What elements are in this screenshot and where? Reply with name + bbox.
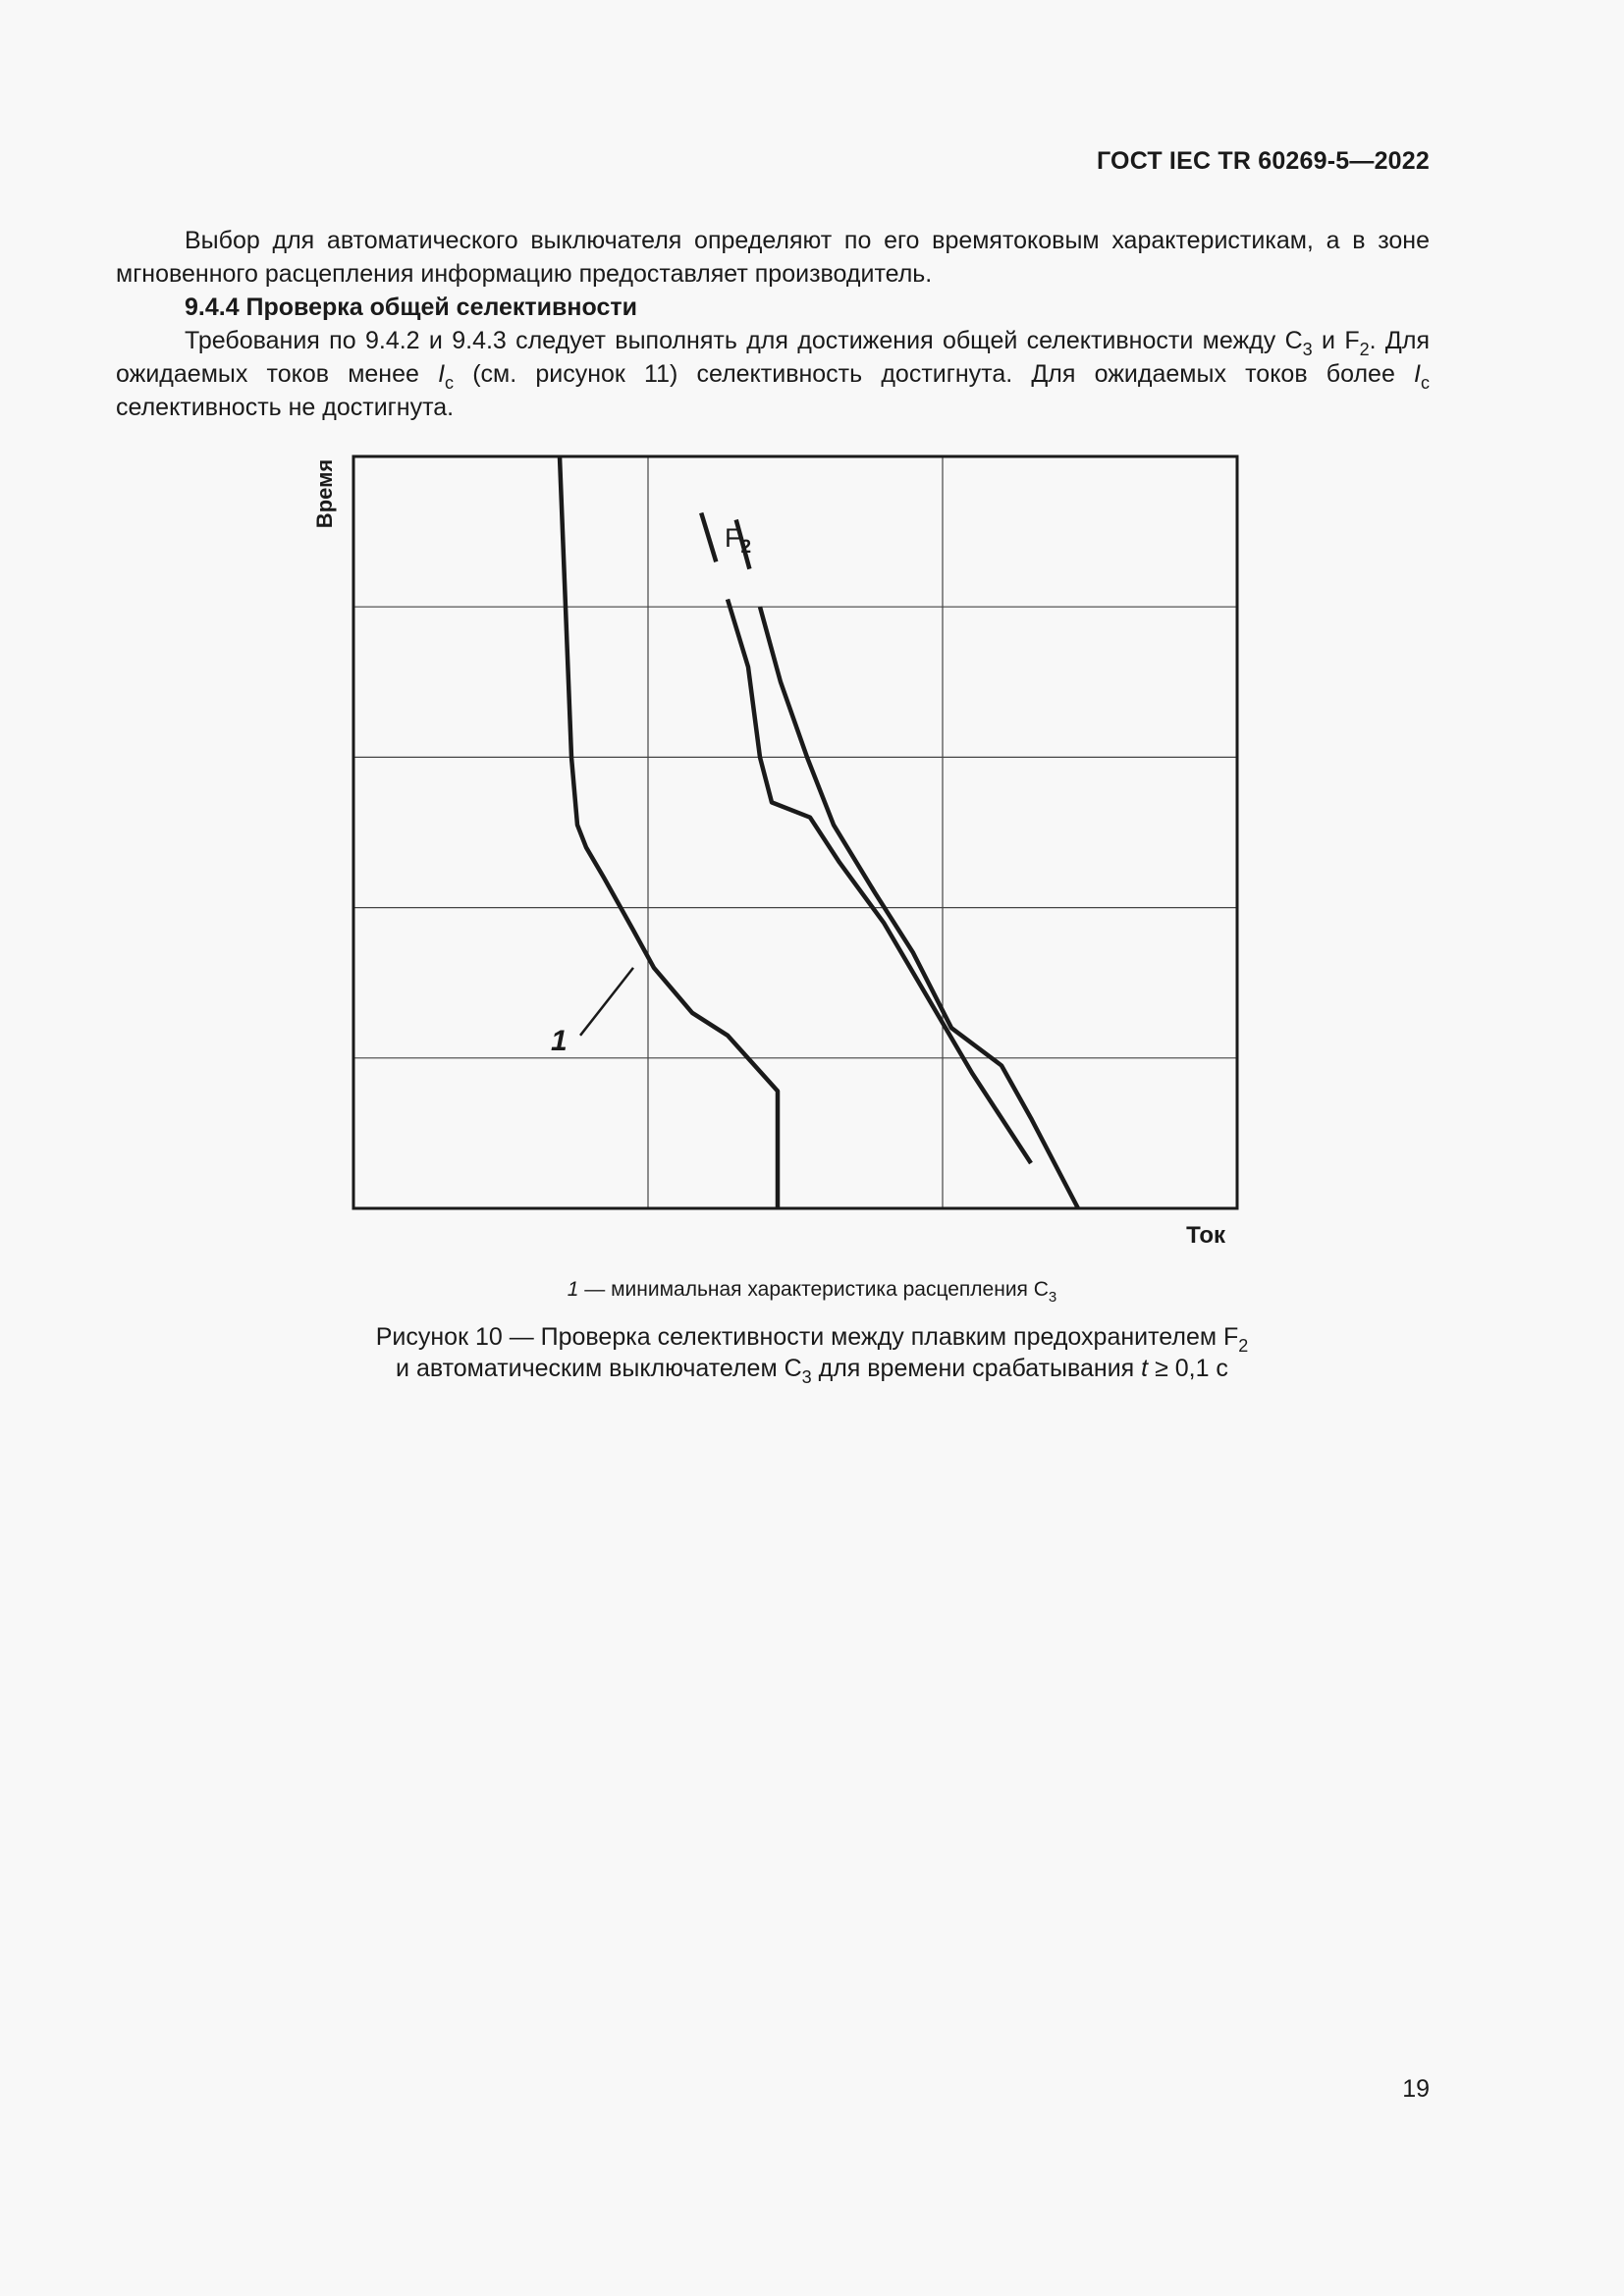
subscript: c	[445, 373, 455, 393]
text-run: . Для ожидаемых токов менее	[116, 327, 1430, 388]
legend-item-number: 1	[567, 1278, 579, 1301]
text-run: селективность не достигнута.	[116, 394, 455, 421]
x-axis-label: Ток	[1186, 1222, 1225, 1249]
chart-series	[560, 456, 1078, 1208]
series-line-c3-min-trip	[560, 456, 778, 1208]
chart-grid	[353, 456, 1237, 1208]
paragraph-circuit-breaker-selection	[116, 224, 1430, 291]
callout-leader-line	[580, 968, 633, 1036]
text-run: Требования по 9.4.2 и 9.4.3 следует выполнять для достижения общей селективности между C	[185, 327, 1303, 354]
caption-text: для времени срабатывания	[811, 1355, 1142, 1382]
caption-text: Рисунок 10 — Проверка селективности между плавким предохранителем F	[375, 1323, 1239, 1351]
text-run: и F	[1312, 327, 1360, 354]
curve-label-main: F	[725, 522, 741, 553]
section-title: 9.4.4 Проверка общей селективности	[185, 294, 637, 321]
page-number: 19	[1402, 2075, 1430, 2103]
caption-text: ≥ 0,1 с	[1148, 1355, 1228, 1382]
figure-caption	[0, 1321, 1624, 1387]
paragraph-selectivity-requirements	[116, 324, 1430, 424]
document-code-header: ГОСТ IEC TR 60269-5—2022	[1097, 147, 1430, 175]
subscript: 3	[1302, 340, 1313, 359]
curve-label-f2	[725, 523, 751, 558]
caption-variable: t	[1141, 1355, 1149, 1382]
variable: I	[1414, 360, 1421, 388]
caption-subscript: 2	[1238, 1336, 1249, 1356]
y-axis-label: Время	[312, 458, 337, 529]
series-line-f2-left	[728, 600, 1031, 1164]
figure-time-current-chart	[295, 447, 1247, 1261]
chart-svg	[295, 447, 1247, 1261]
curve-label-sub: 2	[740, 536, 752, 558]
caption-line-1	[0, 1321, 1624, 1356]
caption-text: и автоматическим выключателем C	[396, 1355, 802, 1382]
variable: I	[438, 360, 446, 388]
subscript: 2	[1359, 340, 1370, 359]
series-dashed-extension	[701, 513, 716, 562]
paragraph-text	[116, 324, 1430, 424]
caption-line-2	[0, 1353, 1624, 1387]
caption-subscript: 3	[801, 1367, 812, 1387]
legend-subscript: 3	[1048, 1289, 1057, 1306]
legend-text: — минимальная характеристика расцепления C	[578, 1278, 1049, 1301]
figure-legend	[0, 1278, 1624, 1306]
section-heading-block	[116, 291, 1430, 324]
text-run: (см. рисунок 11) селективность достигнута. Для ожидаемых токов более	[454, 360, 1415, 388]
subscript: c	[1420, 373, 1430, 393]
paragraph-text: Выбор для автоматического выключателя определяют по его времятоковым характеристикам, а в зоне мгновенного расцепления информацию предоставляет производитель.	[116, 227, 1430, 288]
callout-number: 1	[551, 1025, 568, 1058]
plot-frame	[353, 456, 1237, 1208]
